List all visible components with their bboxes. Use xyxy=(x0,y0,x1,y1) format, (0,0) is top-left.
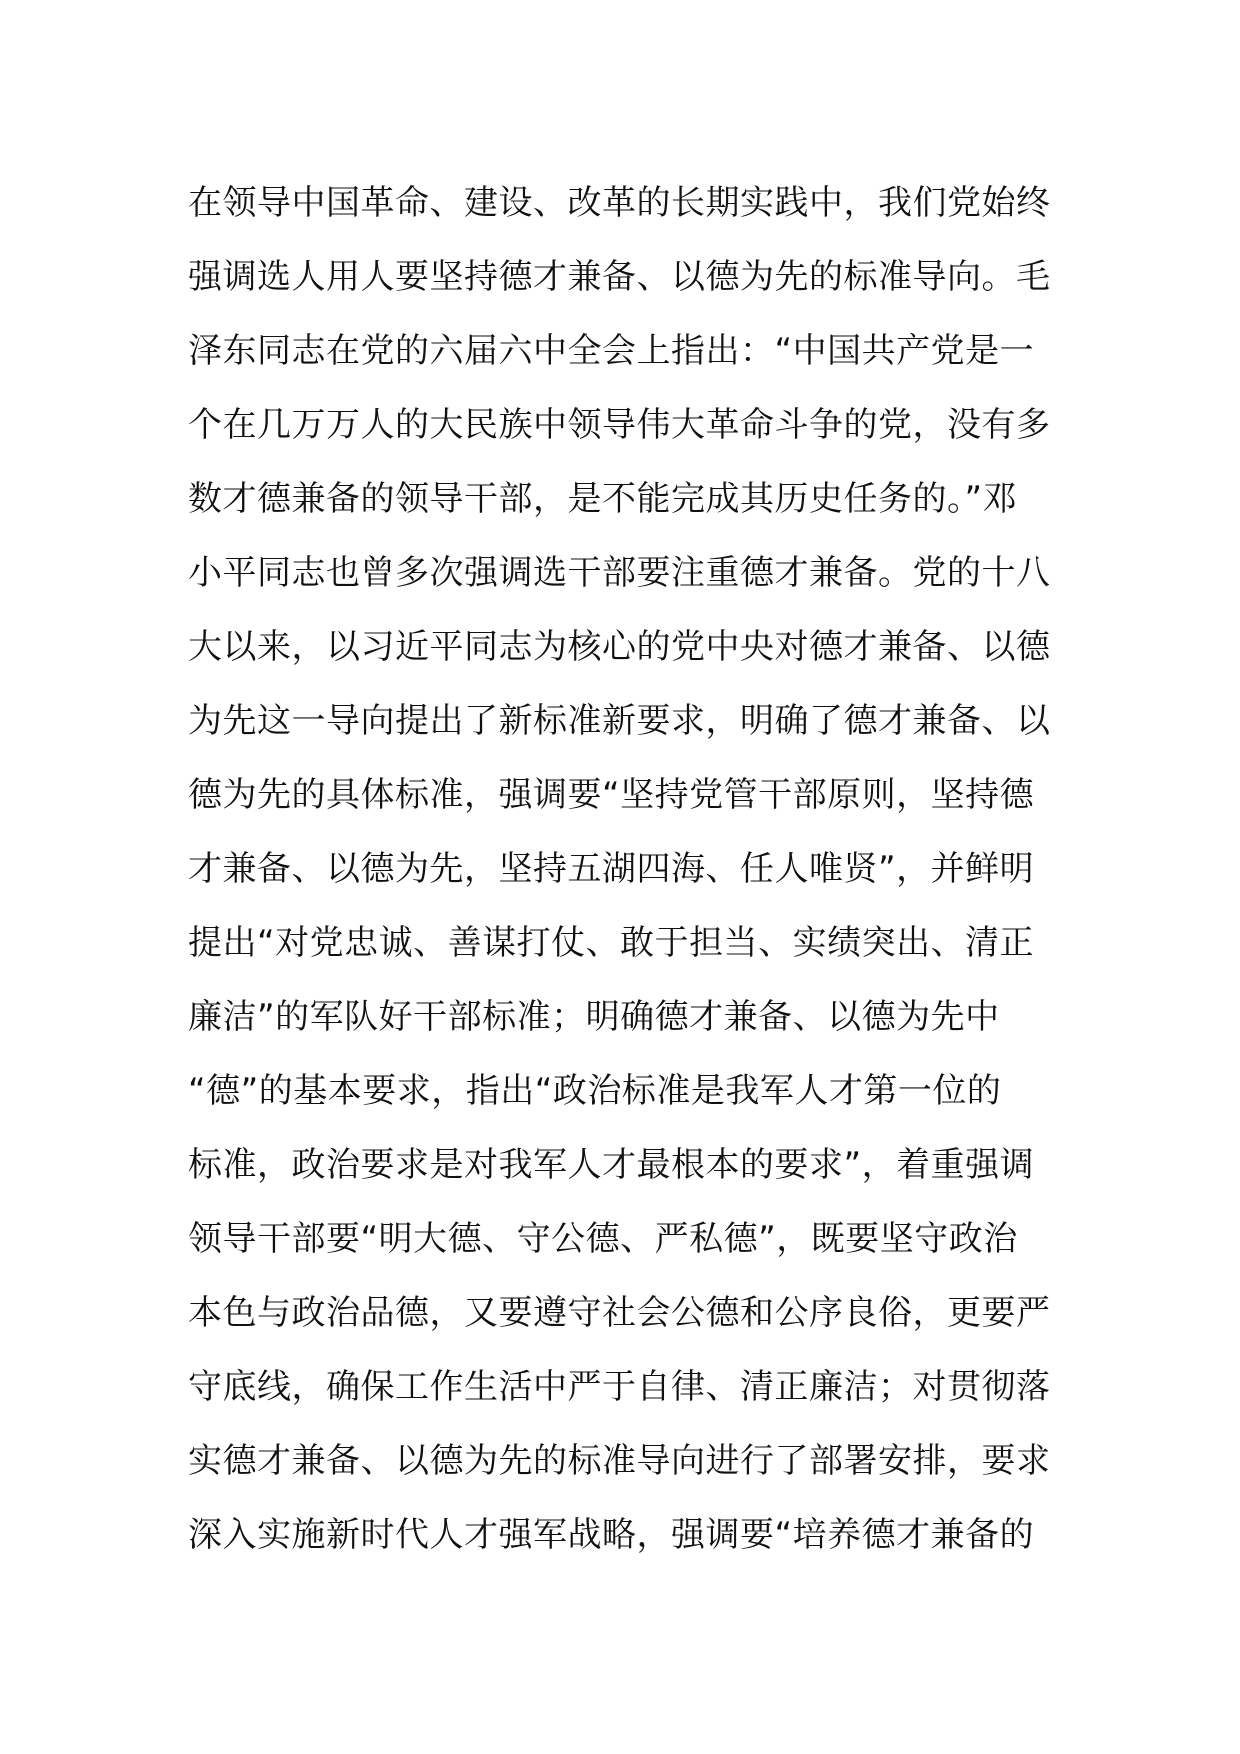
text-line: 标准，政治要求是对我军人才最根本的要求”，着重强调 xyxy=(188,1145,1035,1185)
text-line: 强调选人用人要坚持德才兼备、以德为先的标准导向。毛 xyxy=(188,257,1051,297)
text-line: 廉洁”的军队好干部标准；明确德才兼备、以德为先中 xyxy=(188,997,1000,1037)
text-line: 才兼备、以德为先，坚持五湖四海、任人唯贤”，并鲜明 xyxy=(188,849,1035,889)
text-line: 深入实施新时代人才强军战略，强调要“培养德才兼备的 xyxy=(188,1515,1035,1555)
text-line: 在领导中国革命、建设、改革的长期实践中，我们党始终 xyxy=(188,183,1051,223)
text-line: 为先这一导向提出了新标准新要求，明确了德才兼备、以 xyxy=(188,701,1051,741)
text-line: 德为先的具体标准，强调要“坚持党管干部原则，坚持德 xyxy=(188,775,1035,815)
text-line: 大以来，以习近平同志为核心的党中央对德才兼备、以德 xyxy=(188,627,1051,667)
text-line: 实德才兼备、以德为先的标准导向进行了部署安排，要求 xyxy=(188,1441,1051,1481)
text-line: 本色与政治品德，又要遵守社会公德和公序良俗，更要严 xyxy=(188,1293,1051,1333)
text-line: 个在几万万人的大民族中领导伟大革命斗争的党，没有多 xyxy=(188,405,1051,445)
text-line: 小平同志也曾多次强调选干部要注重德才兼备。党的十八 xyxy=(188,553,1051,593)
text-line: 守底线，确保工作生活中严于自律、清正廉洁；对贯彻落 xyxy=(188,1367,1051,1407)
text-line: 提出“对党忠诚、善谋打仗、敢于担当、实绩突出、清正 xyxy=(188,923,1035,963)
text-line: 领导干部要“明大德、守公德、严私德”，既要坚守政治 xyxy=(188,1219,1018,1259)
text-line: “德”的基本要求，指出“政治标准是我军人才第一位的 xyxy=(188,1071,1002,1111)
text-line: 数才德兼备的领导干部，是不能完成其历史任务的。”邓 xyxy=(188,479,1018,519)
text-line: 泽东同志在党的六届六中全会上指出：“中国共产党是一 xyxy=(188,331,1035,371)
body-paragraph xyxy=(188,166,1058,1572)
